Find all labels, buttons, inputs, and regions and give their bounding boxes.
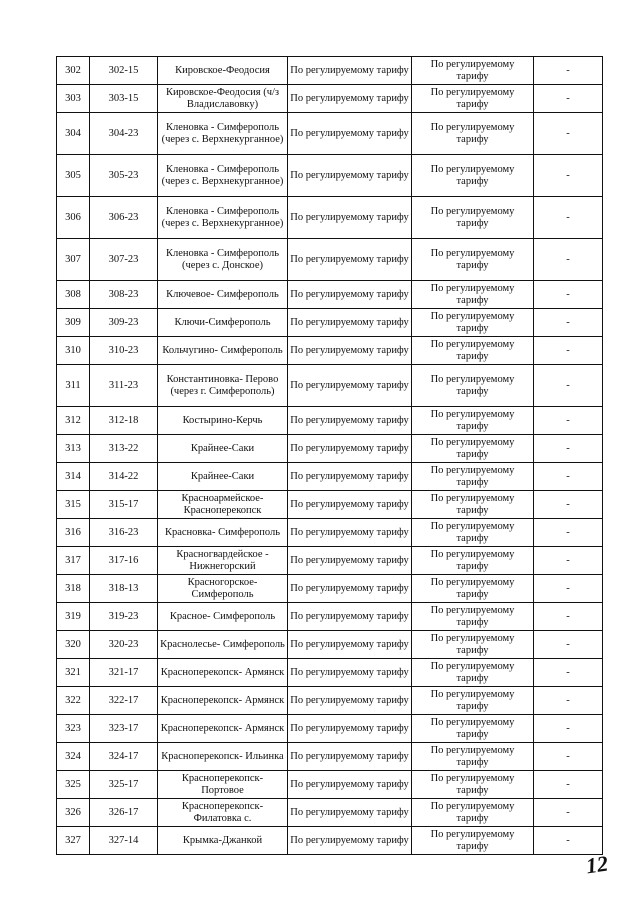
tariff-1-cell: По регулируемому тарифу [288, 463, 412, 491]
note-cell: - [534, 435, 603, 463]
note-cell: - [534, 715, 603, 743]
tariff-1-cell: По регулируемому тарифу [288, 799, 412, 827]
tariff-2-cell: По регулируемому тарифу [412, 659, 534, 687]
route-name-cell: Кленовка - Симферополь (через с. Верхнекурганное) [158, 113, 288, 155]
table-row [57, 463, 603, 491]
routes-table [56, 56, 603, 855]
table-row [57, 155, 603, 197]
row-number-cell: 303 [57, 85, 90, 113]
tariff-1-cell: По регулируемому тарифу [288, 659, 412, 687]
tariff-1-cell: По регулируемому тарифу [288, 603, 412, 631]
tariff-1-cell: По регулируемому тарифу [288, 435, 412, 463]
tariff-2-cell: По регулируемому тарифу [412, 197, 534, 239]
table-row [57, 631, 603, 659]
tariff-2-cell: По регулируемому тарифу [412, 799, 534, 827]
row-number-cell: 315 [57, 491, 90, 519]
route-name-cell: Кленовка - Симферополь (через с. Верхнекурганное) [158, 155, 288, 197]
route-name-cell: Краснолесье- Симферополь [158, 631, 288, 659]
tariff-2-cell: По регулируемому тарифу [412, 771, 534, 799]
tariff-1-cell: По регулируемому тарифу [288, 57, 412, 85]
tariff-1-cell: По регулируемому тарифу [288, 85, 412, 113]
route-name-cell: Красноперекопск- Филатовка с. [158, 799, 288, 827]
table-row [57, 771, 603, 799]
note-cell: - [534, 547, 603, 575]
note-cell: - [534, 631, 603, 659]
row-number-cell: 312 [57, 407, 90, 435]
tariff-2-cell: По регулируемому тарифу [412, 463, 534, 491]
route-code-cell: 307-23 [90, 239, 158, 281]
note-cell: - [534, 337, 603, 365]
route-name-cell: Ключевое- Симферополь [158, 281, 288, 309]
row-number-cell: 311 [57, 365, 90, 407]
tariff-1-cell: По регулируемому тарифу [288, 155, 412, 197]
route-name-cell: Крайнее-Саки [158, 463, 288, 491]
route-code-cell: 317-16 [90, 547, 158, 575]
tariff-1-cell: По регулируемому тарифу [288, 519, 412, 547]
route-name-cell: Красновка- Симферополь [158, 519, 288, 547]
table-row [57, 365, 603, 407]
tariff-2-cell: По регулируемому тарифу [412, 365, 534, 407]
note-cell: - [534, 659, 603, 687]
note-cell: - [534, 281, 603, 309]
note-cell: - [534, 365, 603, 407]
table-row [57, 113, 603, 155]
row-number-cell: 302 [57, 57, 90, 85]
route-code-cell: 324-17 [90, 743, 158, 771]
row-number-cell: 321 [57, 659, 90, 687]
table-row [57, 659, 603, 687]
tariff-2-cell: По регулируемому тарифу [412, 491, 534, 519]
row-number-cell: 319 [57, 603, 90, 631]
note-cell: - [534, 113, 603, 155]
row-number-cell: 304 [57, 113, 90, 155]
row-number-cell: 326 [57, 799, 90, 827]
note-cell: - [534, 239, 603, 281]
route-code-cell: 302-15 [90, 57, 158, 85]
routes-table-body [57, 57, 603, 855]
tariff-2-cell: По регулируемому тарифу [412, 309, 534, 337]
route-code-cell: 318-13 [90, 575, 158, 603]
table-row [57, 827, 603, 855]
table-row [57, 239, 603, 281]
route-code-cell: 327-14 [90, 827, 158, 855]
tariff-1-cell: По регулируемому тарифу [288, 309, 412, 337]
note-cell: - [534, 309, 603, 337]
route-name-cell: Кольчугино- Симферополь [158, 337, 288, 365]
tariff-2-cell: По регулируемому тарифу [412, 113, 534, 155]
tariff-1-cell: По регулируемому тарифу [288, 631, 412, 659]
row-number-cell: 318 [57, 575, 90, 603]
table-row [57, 337, 603, 365]
route-name-cell: Красное- Симферополь [158, 603, 288, 631]
route-code-cell: 308-23 [90, 281, 158, 309]
row-number-cell: 307 [57, 239, 90, 281]
tariff-2-cell: По регулируемому тарифу [412, 155, 534, 197]
table-row [57, 57, 603, 85]
row-number-cell: 323 [57, 715, 90, 743]
tariff-1-cell: По регулируемому тарифу [288, 491, 412, 519]
row-number-cell: 314 [57, 463, 90, 491]
row-number-cell: 305 [57, 155, 90, 197]
row-number-cell: 308 [57, 281, 90, 309]
route-code-cell: 309-23 [90, 309, 158, 337]
tariff-1-cell: По регулируемому тарифу [288, 281, 412, 309]
row-number-cell: 317 [57, 547, 90, 575]
note-cell: - [534, 827, 603, 855]
route-name-cell: Костырино-Керчь [158, 407, 288, 435]
tariff-2-cell: По регулируемому тарифу [412, 239, 534, 281]
route-name-cell: Кленовка - Симферополь (через с. Верхнекурганное) [158, 197, 288, 239]
tariff-2-cell: По регулируемому тарифу [412, 687, 534, 715]
route-code-cell: 313-22 [90, 435, 158, 463]
row-number-cell: 325 [57, 771, 90, 799]
route-name-cell: Красноперекопск- Армянск [158, 715, 288, 743]
note-cell: - [534, 743, 603, 771]
route-name-cell: Константиновка- Перово (через г. Симферополь) [158, 365, 288, 407]
note-cell: - [534, 687, 603, 715]
note-cell: - [534, 197, 603, 239]
route-name-cell: Ключи-Симферополь [158, 309, 288, 337]
route-name-cell: Красноперекопск- Ильинка [158, 743, 288, 771]
row-number-cell: 320 [57, 631, 90, 659]
table-row [57, 715, 603, 743]
table-row [57, 85, 603, 113]
tariff-1-cell: По регулируемому тарифу [288, 771, 412, 799]
tariff-1-cell: По регулируемому тарифу [288, 575, 412, 603]
table-row [57, 407, 603, 435]
note-cell: - [534, 575, 603, 603]
tariff-2-cell: По регулируемому тарифу [412, 337, 534, 365]
route-code-cell: 312-18 [90, 407, 158, 435]
route-code-cell: 303-15 [90, 85, 158, 113]
route-code-cell: 316-23 [90, 519, 158, 547]
table-row [57, 575, 603, 603]
row-number-cell: 322 [57, 687, 90, 715]
route-code-cell: 321-17 [90, 659, 158, 687]
tariff-1-cell: По регулируемому тарифу [288, 113, 412, 155]
route-code-cell: 323-17 [90, 715, 158, 743]
note-cell: - [534, 771, 603, 799]
route-code-cell: 326-17 [90, 799, 158, 827]
note-cell: - [534, 491, 603, 519]
table-row [57, 603, 603, 631]
note-cell: - [534, 463, 603, 491]
row-number-cell: 310 [57, 337, 90, 365]
row-number-cell: 306 [57, 197, 90, 239]
tariff-2-cell: По регулируемому тарифу [412, 827, 534, 855]
note-cell: - [534, 85, 603, 113]
route-name-cell: Крымка-Джанкой [158, 827, 288, 855]
route-name-cell: Красноперекопск- Армянск [158, 659, 288, 687]
tariff-2-cell: По регулируемому тарифу [412, 547, 534, 575]
table-row [57, 491, 603, 519]
table-row [57, 519, 603, 547]
table-row [57, 435, 603, 463]
tariff-1-cell: По регулируемому тарифу [288, 687, 412, 715]
route-name-cell: Кировское-Феодосия (ч/з Владиславовку) [158, 85, 288, 113]
table-row [57, 309, 603, 337]
note-cell: - [534, 407, 603, 435]
table-row [57, 799, 603, 827]
note-cell: - [534, 155, 603, 197]
route-name-cell: Красногвардейское - Нижнегорский [158, 547, 288, 575]
tariff-2-cell: По регулируемому тарифу [412, 281, 534, 309]
route-code-cell: 322-17 [90, 687, 158, 715]
row-number-cell: 309 [57, 309, 90, 337]
tariff-1-cell: По регулируемому тарифу [288, 197, 412, 239]
route-name-cell: Красногорское- Симферополь [158, 575, 288, 603]
route-code-cell: 325-17 [90, 771, 158, 799]
tariff-1-cell: По регулируемому тарифу [288, 407, 412, 435]
tariff-1-cell: По регулируемому тарифу [288, 337, 412, 365]
route-code-cell: 311-23 [90, 365, 158, 407]
tariff-1-cell: По регулируемому тарифу [288, 239, 412, 281]
row-number-cell: 313 [57, 435, 90, 463]
table-row [57, 743, 603, 771]
route-name-cell: Кленовка - Симферополь (через с. Донское) [158, 239, 288, 281]
table-row [57, 687, 603, 715]
tariff-1-cell: По регулируемому тарифу [288, 715, 412, 743]
note-cell: - [534, 57, 603, 85]
route-code-cell: 305-23 [90, 155, 158, 197]
page-number: 12 [584, 850, 610, 879]
row-number-cell: 327 [57, 827, 90, 855]
row-number-cell: 324 [57, 743, 90, 771]
route-name-cell: Кировское-Феодосия [158, 57, 288, 85]
tariff-2-cell: По регулируемому тарифу [412, 57, 534, 85]
tariff-2-cell: По регулируемому тарифу [412, 743, 534, 771]
route-code-cell: 319-23 [90, 603, 158, 631]
note-cell: - [534, 603, 603, 631]
route-code-cell: 315-17 [90, 491, 158, 519]
route-code-cell: 306-23 [90, 197, 158, 239]
route-name-cell: Красноармейское- Красноперекопск [158, 491, 288, 519]
route-code-cell: 320-23 [90, 631, 158, 659]
tariff-2-cell: По регулируемому тарифу [412, 575, 534, 603]
tariff-2-cell: По регулируемому тарифу [412, 407, 534, 435]
tariff-2-cell: По регулируемому тарифу [412, 631, 534, 659]
table-row [57, 197, 603, 239]
route-name-cell: Крайнее-Саки [158, 435, 288, 463]
route-code-cell: 314-22 [90, 463, 158, 491]
tariff-2-cell: По регулируемому тарифу [412, 603, 534, 631]
route-code-cell: 304-23 [90, 113, 158, 155]
note-cell: - [534, 519, 603, 547]
tariff-1-cell: По регулируемому тарифу [288, 743, 412, 771]
tariff-2-cell: По регулируемому тарифу [412, 435, 534, 463]
tariff-2-cell: По регулируемому тарифу [412, 85, 534, 113]
tariff-2-cell: По регулируемому тарифу [412, 519, 534, 547]
tariff-1-cell: По регулируемому тарифу [288, 547, 412, 575]
row-number-cell: 316 [57, 519, 90, 547]
route-name-cell: Красноперекопск- Армянск [158, 687, 288, 715]
route-name-cell: Красноперекопск- Портовое [158, 771, 288, 799]
tariff-2-cell: По регулируемому тарифу [412, 715, 534, 743]
tariff-1-cell: По регулируемому тарифу [288, 365, 412, 407]
route-code-cell: 310-23 [90, 337, 158, 365]
note-cell: - [534, 799, 603, 827]
tariff-1-cell: По регулируемому тарифу [288, 827, 412, 855]
table-row [57, 547, 603, 575]
table-row [57, 281, 603, 309]
